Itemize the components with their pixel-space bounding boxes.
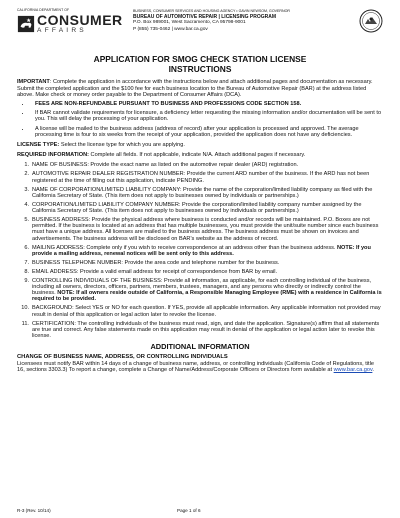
list-item [17,278,383,303]
item-text: CERTIFICATION: The controlling individuals of the business must read, sign, and date the application. Signature(s) affirm that all statements are true and correct. Any false statements made on this application may result in denial of the application or legal action later to revoke this license. [32,320,380,340]
item-text: BUSINESS TELEPHONE NUMBER: Provide the area code and telephone number for the business. [32,259,280,266]
document-body [17,79,383,373]
item-text: BACKGROUND: Select YES or NO for each question. If YES, provide all applicable information. Any applicable information not provided may result in denial of this application or legal action later to revoke the license. [32,305,381,318]
dca-logo [17,8,125,35]
bar-website-link[interactable]: www.bar.ca.gov [333,366,373,373]
document-title [17,54,383,74]
title-line-2: INSTRUCTIONS [168,64,232,75]
required-info-text: Complete all fields. If not applicable, indicate N/A. Attach additional pages if necessary. [89,152,306,159]
agency-line-1: BUSINESS, CONSUMER SERVICES AND HOUSING AGENCY • GAVIN NEWSOM, GOVERNOR [133,9,291,13]
item-number: 5. [24,217,29,224]
list-item [17,187,383,199]
license-type-label: LICENSE TYPE: [17,142,60,149]
additional-info-heading: ADDITIONAL INFORMATION [150,342,250,352]
bullet-item: • If BAR cannot validate requirements for licensure, a deficiency letter requesting the missing information and/or documentation will be sent to you. This will delay the processing of your application. [31,110,383,122]
change-info-paragraph: Licensees must notify BAR within 14 days of a change of business name, address, or controlling individuals (California Code of Regulations, title 16, sections 3303.3) To report a change, complete a Change of Name/Address/Corporate Officers or Directors form available at www.bar.ca.gov. [17,360,374,373]
agency-contact: P (855) 735-0462 | www.bar.ca.gov [133,26,208,32]
item-number: 3. [24,186,29,193]
item-number: 4. [24,201,29,208]
item-text: BUSINESS ADDRESS: Provide the physical address where business is conducted and/or records will be maintained. P.O. Boxes are not permitted. If the business is located at an address that has multiple businesses, you must provide the unit/suite number since each business must have a unique address. All licenses are mailed to the business address. The business address must be shown on invoices and advertisements. The business address will be disclosed on BAR's website as the address of record. [32,217,379,242]
required-info-paragraph [17,152,383,158]
california-bear-icon [17,15,35,33]
logo-affairs-text: AFFAIRS [37,27,87,34]
item-number: 1. [24,162,29,169]
item-text: NAME OF CORPORATION/LIMITED LIABILITY COMPANY: Provide the name of the corporation/limited liability company as filed with the California Secretary of State. (This item does not apply to businesses owned by individuals or partnerships.) [32,186,373,199]
agency-line-2: BUREAU OF AUTOMOTIVE REPAIR | LICENSING PROGRAM [133,14,276,21]
logo-consumer-text: CONSUMER [37,12,123,28]
change-info-text: Licensees must notify BAR within 14 days of a change of business name, address, or controlling individuals (California Code of Regulations, title 16, sections 3303.3) To report a change, complete a Change of Name/Address/Corporate Officers or Directors form available at [17,360,374,373]
list-item [17,171,383,183]
page-footer [17,508,383,513]
change-info-heading: CHANGE OF BUSINESS NAME, ADDRESS, OR CONTROLLING INDIVIDUALS [17,354,228,361]
list-item [17,269,383,275]
page-number: Page 1 of 6 [177,508,201,513]
item-text: MAILING ADDRESS: Complete only if you wish to receive correspondence at an address other than the business address. NOTE: If you provide a mailing address, renewal notices will be sent only to this address. [32,244,371,257]
item-number: 6. [24,244,29,251]
list-item [17,162,383,168]
item-text: CONTROLLING INDIVIDUALS OF THE BUSINESS: Provide all information, as applicable, for each controlling individual of the business, including all owners, directors, officers, partners, members, trustees, managers, and any persons who directly or indirectly control the business. NOTE: If all owners reside outside of California, a Responsible Managing Employee (RME) with a residence in California is required to be provided. [32,277,382,303]
letterhead [17,8,383,44]
item-text: AUTOMOTIVE REPAIR DEALER REGISTRATION NUMBER: Provide the current ARD number of the business. If the ARD has not been registered at the time of filling out this application, indicate PENDING. [32,171,370,184]
list-item [17,245,383,257]
item-number: 8. [24,268,29,275]
item-text: EMAIL ADDRESS: Provide a valid email address for receipt of correspondence from BAR by email. [32,268,278,275]
state-seal-icon [359,9,383,33]
agency-info [133,8,355,33]
license-type-paragraph [17,142,383,148]
logo-department-text: CALIFORNIA DEPARTMENT OF [17,8,70,12]
important-text: : Complete the application in accordance with the instructions below and attach additional pages and documentation as necessary. Submit the completed application and the $100 fee for each business location to the Bureau of Automotive Repair (BAR) at the address listed above. Make check or money order payable to the Department of Consumer Affairs (DCA). [17,79,373,98]
item-number: 7. [24,259,29,266]
agency-address: P.O. Box 989001, West Sacramento, CA 95798-9001 [133,20,246,26]
list-item [17,321,383,340]
item-text: NAME OF BUSINESS: Provide the exact name as listed on the automotive repair dealer (ARD) registration. [32,162,299,169]
item-number: 9. [24,277,29,284]
list-item [17,217,383,242]
item-text: CORPORATION/LIMITED LIABILITY COMPANY NUMBER: Provide the corporation/limited liability company number assigned by the California Secretary of State. (This item does not apply to businesses owned by individuals or partnerships.) [32,201,362,215]
bullet-item: • A license will be mailed to the business address (address of record) after your application is processed and approved. The average processing time is four to six weeks from the receipt of your application, provided the application does not have any deficiencies. [31,126,383,138]
important-paragraph [17,79,383,98]
item-number: 2. [24,171,29,178]
instruction-list [17,162,383,339]
license-type-text: Select the license type for which you are applying. [59,142,185,149]
title-line-1: APPLICATION FOR SMOG CHECK STATION LICENSE [93,54,307,64]
list-item [17,260,383,266]
list-item [17,305,383,317]
bullet-item: • FEES ARE NON-REFUNDABLE PURSUANT TO BUSINESS AND PROFESSIONS CODE SECTION 158. [31,101,383,107]
list-item [17,202,383,214]
item-number: 11. [21,320,29,327]
fee-bullets [17,101,383,138]
important-label: IMPORTANT [17,79,50,86]
item-number: 10. [21,305,29,312]
form-revision: R-3 (Rev. 10/14) [17,508,51,513]
required-info-label: REQUIRED INFORMATION: [17,152,89,159]
